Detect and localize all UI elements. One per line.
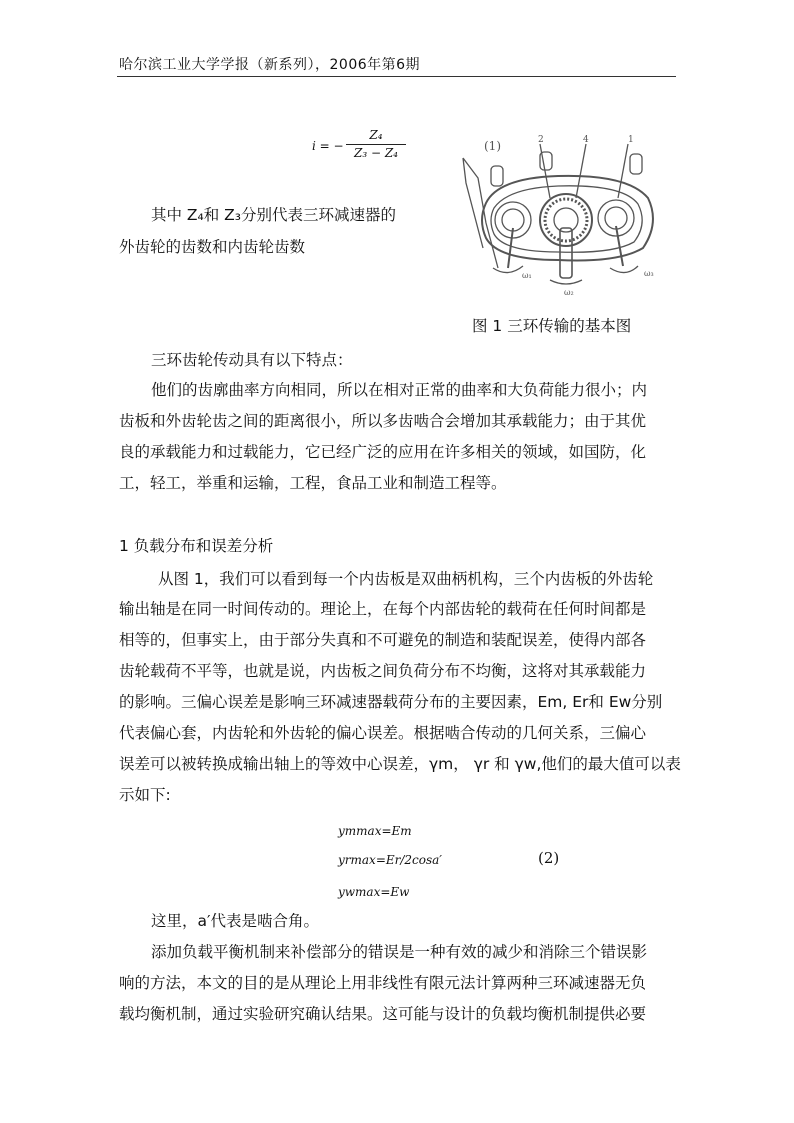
section-1-line-2: 输出轴是在同一时间传动的。理论上，在每个内部齿轮的载荷在任何时间都是 [119, 600, 647, 618]
equation-yrmax: yrmax=Er/2cosa′ [338, 853, 443, 867]
after-line-4: 载均衡机制，通过实验研究确认结果。这可能与设计的负载均衡机制提供必要 [119, 1005, 647, 1023]
fraction-bar [346, 144, 406, 145]
figure-label-paren-1: (1) [484, 139, 501, 153]
features-line-4: 工，轻工，举重和运输，工程，食品工业和制造工程等。 [119, 474, 507, 492]
intro-line-2: 外齿轮的齿数和内齿轮齿数 [119, 238, 306, 256]
formula-fraction [346, 128, 406, 161]
formula-numerator: Z₄ [369, 128, 383, 142]
figure-caption: 图 1 三环传输的基本图 [472, 317, 632, 335]
omega-3-label: ω₃ [644, 269, 654, 278]
features-heading: 三环齿轮传动具有以下特点： [151, 351, 353, 369]
figure-label-1: 1 [628, 135, 634, 145]
section-1-line-7: 误差可以被转换成输出轴上的等效中心误差，γm， γr 和 γw,他们的最大值可以表 [119, 755, 681, 773]
equation-ymmax: ymmax=Em [338, 824, 412, 838]
section-1-line-3: 相等的，但事实上，由于部分失真和不可避免的制造和装配误差，使得内部各 [119, 631, 647, 649]
omega-1-label: ω₁ [522, 271, 532, 280]
section-1-line-4: 齿轮载荷不平等，也就是说，内齿板之间负荷分布不均衡，这将对其承载能力 [119, 662, 647, 680]
section-1-line-8: 示如下: [119, 786, 171, 804]
journal-header: 哈尔滨工业大学学报（新系列），2006年第6期 [119, 57, 421, 73]
figure-label-2: 2 [538, 135, 544, 145]
three-ring-transmission-figure [438, 128, 678, 298]
section-1-line-1: 从图 1，我们可以看到每一个内齿板是双曲柄机构，三个内齿板的外齿轮 [158, 570, 654, 588]
after-line-2: 添加负载平衡机制来补偿部分的错误是一种有效的减少和消除三个错误影 [151, 943, 648, 961]
section-1-title: 1 负载分布和误差分析 [119, 537, 274, 555]
features-line-2: 齿板和外齿轮齿之间的距离很小，所以多齿啮合会增加其承载能力；由于其优 [119, 412, 647, 430]
intro-line-1: 其中 Z₄和 Z₃分别代表三环减速器的 [151, 206, 397, 224]
header-rule [117, 76, 676, 77]
section-1-line-5: 的影响。三偏心误差是影响三环减速器载荷分布的主要因素，Em, Er和 Ew分别 [119, 693, 663, 711]
after-line-1: 这里，a′代表是啮合角。 [151, 912, 320, 930]
formula-lhs: i = − [312, 139, 344, 153]
transmission-ratio-formula [312, 128, 412, 168]
equation-ywmax: ywmax=Ew [338, 885, 410, 899]
section-1-line-6: 代表偏心套，内齿轮和外齿轮的偏心误差。根据啮合传动的几何关系，三偏心 [119, 724, 647, 742]
formula-denominator: Z₃ − Z₄ [354, 146, 398, 160]
omega-2-label: ω₂ [564, 288, 574, 297]
equation-number: (2) [538, 849, 560, 867]
features-line-3: 良的承载能力和过载能力，它已经广泛的应用在许多相关的领域，如国防，化 [119, 443, 647, 461]
features-line-1: 他们的齿廓曲率方向相同，所以在相对正常的曲率和大负荷能力很小；内 [151, 381, 648, 399]
figure-label-4: 4 [583, 135, 589, 145]
after-line-3: 响的方法，本文的目的是从理论上用非线性有限元法计算两种三环减速器无负 [119, 974, 647, 992]
